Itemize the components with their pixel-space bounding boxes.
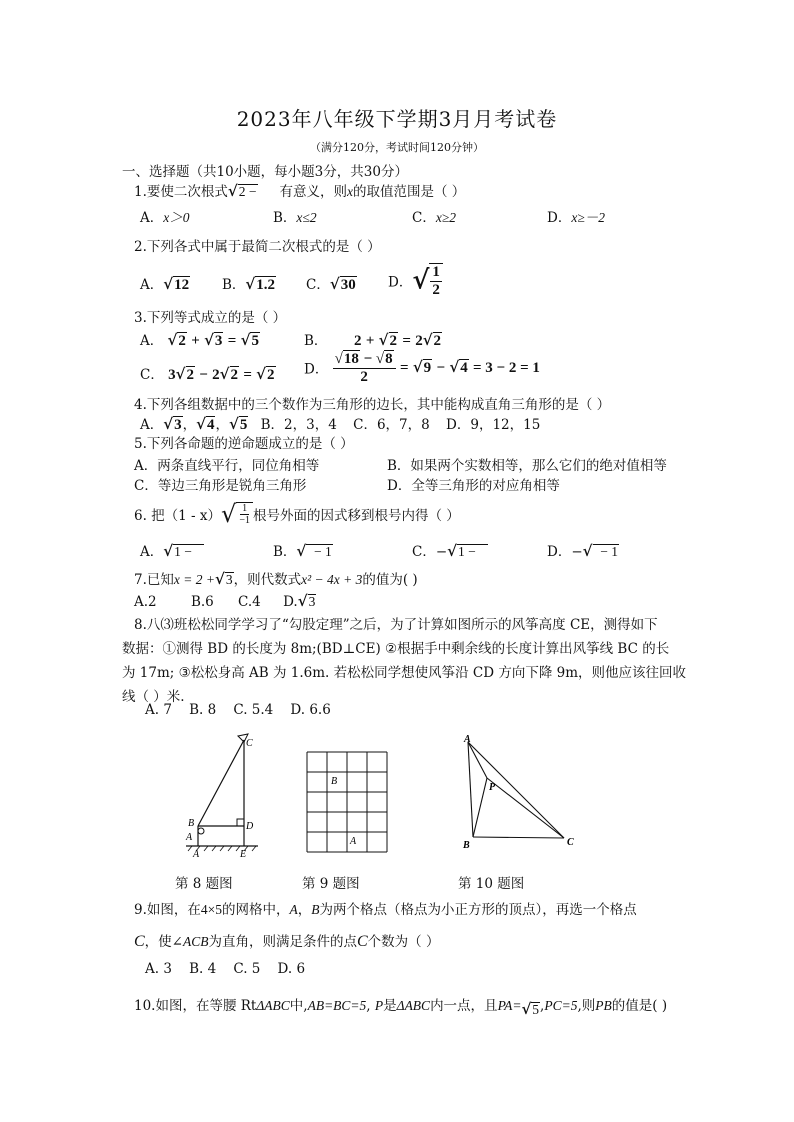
option-label: A．	[140, 210, 164, 226]
q1-stem-b: 有意义，则	[279, 184, 347, 200]
radicand: 8	[385, 351, 393, 367]
operator: +	[191, 333, 200, 349]
person-head	[198, 828, 204, 834]
numerator: √18 − √8	[333, 350, 396, 369]
option-c: C．6，7，8	[353, 417, 430, 433]
q8-options: A. 7 B. 8 C. 5.4 D. 6.6	[145, 702, 331, 718]
page-subtitle: （满分120分，考试时间120分钟）	[310, 141, 484, 154]
option-text: x≥2	[435, 210, 456, 225]
point-p: P	[374, 998, 384, 1013]
q2-option-a: A．√12	[140, 275, 190, 293]
numerator: 1	[242, 503, 248, 514]
q2-option-b: B．√1.2	[222, 275, 276, 293]
operator: =	[227, 333, 237, 349]
q6-option-a: A．√1 −	[140, 540, 204, 560]
q1-stem-c: 的取值范围是（ ）	[353, 184, 466, 200]
q9-text: ，	[297, 902, 312, 918]
label-a: A	[186, 832, 193, 843]
radicand: 2	[230, 367, 239, 383]
q9-text: ，使	[144, 934, 172, 950]
option-label: D．	[304, 361, 329, 378]
q1-option-c	[412, 206, 456, 226]
point-c: C	[356, 933, 368, 950]
q10-text: 10.如图，在等腰 Rt	[134, 998, 257, 1014]
question-5-stem: 5.下列各命题的逆命题成立的是（ ）	[134, 436, 354, 452]
option-b: B.6	[190, 594, 214, 610]
option-label: A．	[140, 277, 164, 293]
operator: =	[399, 360, 409, 376]
q9-text: 9.如图，在	[134, 902, 201, 918]
option-a: A.2	[134, 594, 157, 610]
operator: =	[402, 333, 411, 349]
segment-pa	[468, 742, 487, 778]
option-label: D．	[388, 274, 413, 291]
option-label: D．−	[547, 544, 583, 560]
number: 2	[212, 367, 220, 383]
q9-line-2	[134, 930, 439, 951]
angle-acb: ∠ACB	[171, 934, 209, 949]
q10-text: 的值是( )	[611, 998, 668, 1014]
q1-option-b	[273, 206, 317, 226]
radicand: 4	[206, 417, 215, 433]
q3-option-b: B． 2 + √2 = 2√2	[304, 331, 442, 349]
operator: =	[243, 367, 252, 383]
q10-text: 内一点，且	[430, 998, 498, 1014]
q1-option-d	[547, 206, 605, 226]
radicand: 12	[174, 277, 190, 293]
question-2-stem: 2.下列各式中属于最简二次根式的是（ ）	[134, 239, 381, 255]
expression: x² − 4x + 3	[301, 572, 363, 587]
figure-8-kite	[178, 730, 268, 860]
expression: x = 2 +	[173, 572, 215, 587]
question-7-stem: 7.已知x = 2 +√3，则代数式x² − 4x + 3的值为( )	[134, 570, 418, 588]
fraction	[429, 263, 443, 298]
number: 3	[168, 367, 176, 383]
label-b: B	[188, 818, 195, 829]
option-d: D.	[283, 594, 298, 610]
question-1-stem	[134, 180, 465, 200]
number: 2	[354, 333, 362, 349]
denominator: 2	[360, 368, 368, 385]
option-label: B．	[273, 210, 297, 226]
operator: −	[363, 351, 373, 367]
operator: −	[199, 367, 208, 383]
fraction	[236, 502, 253, 526]
option-label: D．	[547, 210, 572, 226]
separator: ，	[215, 417, 229, 433]
label-a-foot: A	[193, 849, 200, 860]
q10-text: 是	[383, 998, 397, 1014]
q10-text: ,则	[577, 998, 596, 1014]
grid-point-b: B	[331, 776, 338, 787]
operator: −	[436, 360, 446, 376]
q10-text: 中,	[289, 998, 308, 1014]
option-label: C．	[412, 210, 436, 226]
option-c: C.4	[238, 594, 261, 610]
figure-9-grid	[306, 751, 388, 853]
option-label: B．	[304, 333, 328, 349]
q3-option-d: D． $\frac{√18 - √8}{2}$ = √9 − √4 = 3 − 2 = 1	[304, 351, 540, 385]
radicand: 5	[239, 417, 248, 433]
option-label: B．	[222, 277, 246, 293]
q8-line-1: 8.八⑶班松松同学学习了“勾股定理”之后，为了计算如图所示的风筝高度 CE，测得如下	[134, 617, 658, 633]
pb-length: PB	[595, 998, 612, 1013]
q5-option-b: B．如果两个实数相等，那么它们的绝对值相等	[387, 458, 667, 474]
radicand: 3	[308, 594, 316, 609]
radicand: 1 −	[173, 544, 204, 560]
option-label: C．	[306, 277, 330, 293]
q6-stem-b: 根号外面的因式移到根号内得（ ）	[252, 508, 460, 524]
option-d: D．9，12，15	[446, 417, 541, 433]
question-3-stem: 3.下列等式成立的是（ ）	[134, 310, 287, 326]
radicand: 2 −	[238, 184, 257, 199]
point-b: B	[311, 902, 320, 917]
number: 2	[415, 333, 423, 349]
q9-options: A. 3 B. 4 C. 5 D. 6	[145, 961, 306, 977]
side-ab	[468, 742, 473, 837]
radicand: 3	[174, 417, 182, 433]
side-ac	[468, 742, 564, 838]
denominator: −1	[239, 515, 250, 526]
q1-stem-a: 1.要使二次根式	[134, 184, 228, 200]
result: = 3 − 2 = 1	[472, 360, 540, 376]
vertex-c: C	[567, 837, 574, 848]
pc-length: PC=5	[544, 998, 578, 1013]
right-angle-mark	[237, 819, 244, 826]
q9-line-1	[134, 898, 637, 918]
q5-option-c: C．等边三角形是锐角三角形	[134, 478, 307, 494]
q8-line-3: 为 17m; ③松松身高 AB 为 1.6m. 若松松同学想使风筝沿 CD 方向下降 9m，则他应该往回收	[122, 665, 687, 681]
section-heading: 一、选择题（共10小题，每小题3分，共30分）	[122, 164, 408, 180]
option-label: A．	[140, 544, 164, 560]
figure-9-caption: 第 9 题图	[302, 876, 360, 892]
radicand: 2	[178, 333, 186, 349]
q4-options: A．√3，√4，√5 B．2，3，4 C．6，7，8 D．9，12，15	[140, 415, 541, 433]
radicand: 2	[433, 333, 442, 349]
option-text: x≤2	[296, 210, 317, 225]
q9-text: 为直角，则满足条件的点	[208, 934, 357, 950]
radicand: 2	[389, 333, 398, 349]
radicand: 1.2	[256, 277, 276, 293]
option-label: C．−	[412, 544, 448, 560]
option-text: x≥－2	[571, 210, 605, 225]
q7-stem-b: ，则代数式	[233, 572, 302, 588]
q6-option-d: D．−√ − 1	[547, 542, 618, 560]
radicand: 30	[340, 277, 356, 293]
option-b: B．2，3，4	[260, 417, 337, 433]
q2-option-d: D．√ $\frac{1}{2}$	[388, 263, 443, 298]
radicand: 18	[343, 351, 359, 367]
denominator: 2	[432, 281, 440, 298]
figure-10-caption: 第 10 题图	[458, 876, 525, 892]
label-d: D	[246, 821, 254, 832]
q8-line-2: 数据：①测得 BD 的长度为 8m;(BD⊥CE) ②根据手中剩余线的长度计算出风筝线 BC 的长	[122, 641, 670, 657]
option-label: A．	[140, 333, 164, 349]
q5-option-d: D．全等三角形的对应角相等	[387, 478, 560, 494]
q6-stem-a: 6. 把（1 - x）	[134, 508, 222, 524]
sqrt-expression: √2 −	[227, 182, 257, 200]
q6-option-c: C．−√1 −	[412, 540, 488, 560]
q10-text: ,	[366, 998, 375, 1014]
fraction	[333, 350, 396, 385]
grid-size: 4×5	[200, 902, 223, 917]
triangle-abc: ΔABC	[396, 998, 431, 1013]
q9-text: 个数为（ ）	[367, 934, 440, 950]
vertex-a: A	[464, 734, 471, 745]
point-c: C	[134, 933, 145, 950]
variable-x: x	[347, 184, 353, 199]
radicand: 1 −	[457, 544, 488, 560]
side-bc	[473, 837, 564, 838]
separator: ，	[182, 417, 197, 433]
triangle-abc: ΔABC	[256, 998, 290, 1013]
q3-option-c: C． 3√2 − 2√2 = √2	[140, 365, 275, 383]
q7-stem-a: 7.已知	[134, 572, 174, 588]
radicand: − 1	[307, 544, 332, 559]
point-p: P	[489, 782, 496, 793]
figure-10-triangle	[458, 732, 582, 852]
kite-string-bc	[198, 740, 244, 826]
grid-point-a: A	[350, 836, 357, 847]
option-label: C．	[140, 367, 164, 383]
segment-pc	[487, 778, 564, 838]
q10-stem: 10.如图，在等腰 RtΔABC中,AB=BC=5, P是ΔABC内一点，且PA=√5,PC=5,则PB的值是( )	[134, 998, 668, 1018]
radicand: 3	[214, 333, 223, 349]
q7-stem-c: 的值为( )	[362, 572, 418, 588]
option-label: A．	[140, 417, 164, 433]
radicand: 4	[460, 360, 468, 376]
question-6-stem: 6. 把（1 - x）√ $\frac{1}{-1}$ 根号外面的因式移到根号内得（ ）	[134, 500, 460, 528]
label-c: C	[246, 738, 253, 749]
operator: +	[365, 333, 375, 349]
q9-text: 的网格中，	[222, 902, 290, 918]
q9-text: 为两个格点（格点为小正方形的顶点），再选一个格点	[319, 902, 637, 918]
point-a: A	[289, 902, 298, 917]
q6-option-b: B．√ − 1	[273, 542, 332, 560]
option-label: B．	[273, 544, 297, 560]
q10-text: ,	[540, 998, 545, 1014]
vertex-b: B	[463, 840, 470, 851]
q2-option-c: C．√30	[306, 275, 356, 293]
radicand: 5	[532, 1002, 540, 1017]
radicand: 3	[225, 572, 233, 587]
label-e: E	[240, 849, 247, 860]
ab-bc-length: AB=BC=5	[307, 998, 367, 1013]
q8-line-4: 线（ ）米.	[122, 689, 185, 705]
figure-8-caption: 第 8 题图	[175, 876, 233, 892]
q5-option-a: A．两条直线平行，同位角相等	[134, 458, 320, 474]
radicand: 9	[423, 360, 432, 376]
q1-option-a	[140, 206, 190, 226]
q7-options: A.2 B.6 C.4 D.√3	[134, 592, 316, 610]
numerator: 1	[432, 264, 440, 280]
question-4-stem: 4.下列各组数据中的三个数作为三角形的边长，其中能构成直角三角形的是（ ）	[134, 397, 611, 413]
pa-length: PA=	[497, 998, 522, 1013]
radicand: 2	[186, 367, 194, 383]
page-title: 2023年八年级下学期3月月考试卷	[236, 107, 558, 131]
radicand: 2	[267, 367, 275, 383]
option-text: x＞0	[163, 210, 190, 225]
radicand: − 1	[593, 544, 618, 559]
segment-pb	[473, 778, 487, 837]
q3-option-a: A． √2 + √3 = √5	[140, 331, 259, 349]
radicand: 5	[251, 333, 259, 349]
